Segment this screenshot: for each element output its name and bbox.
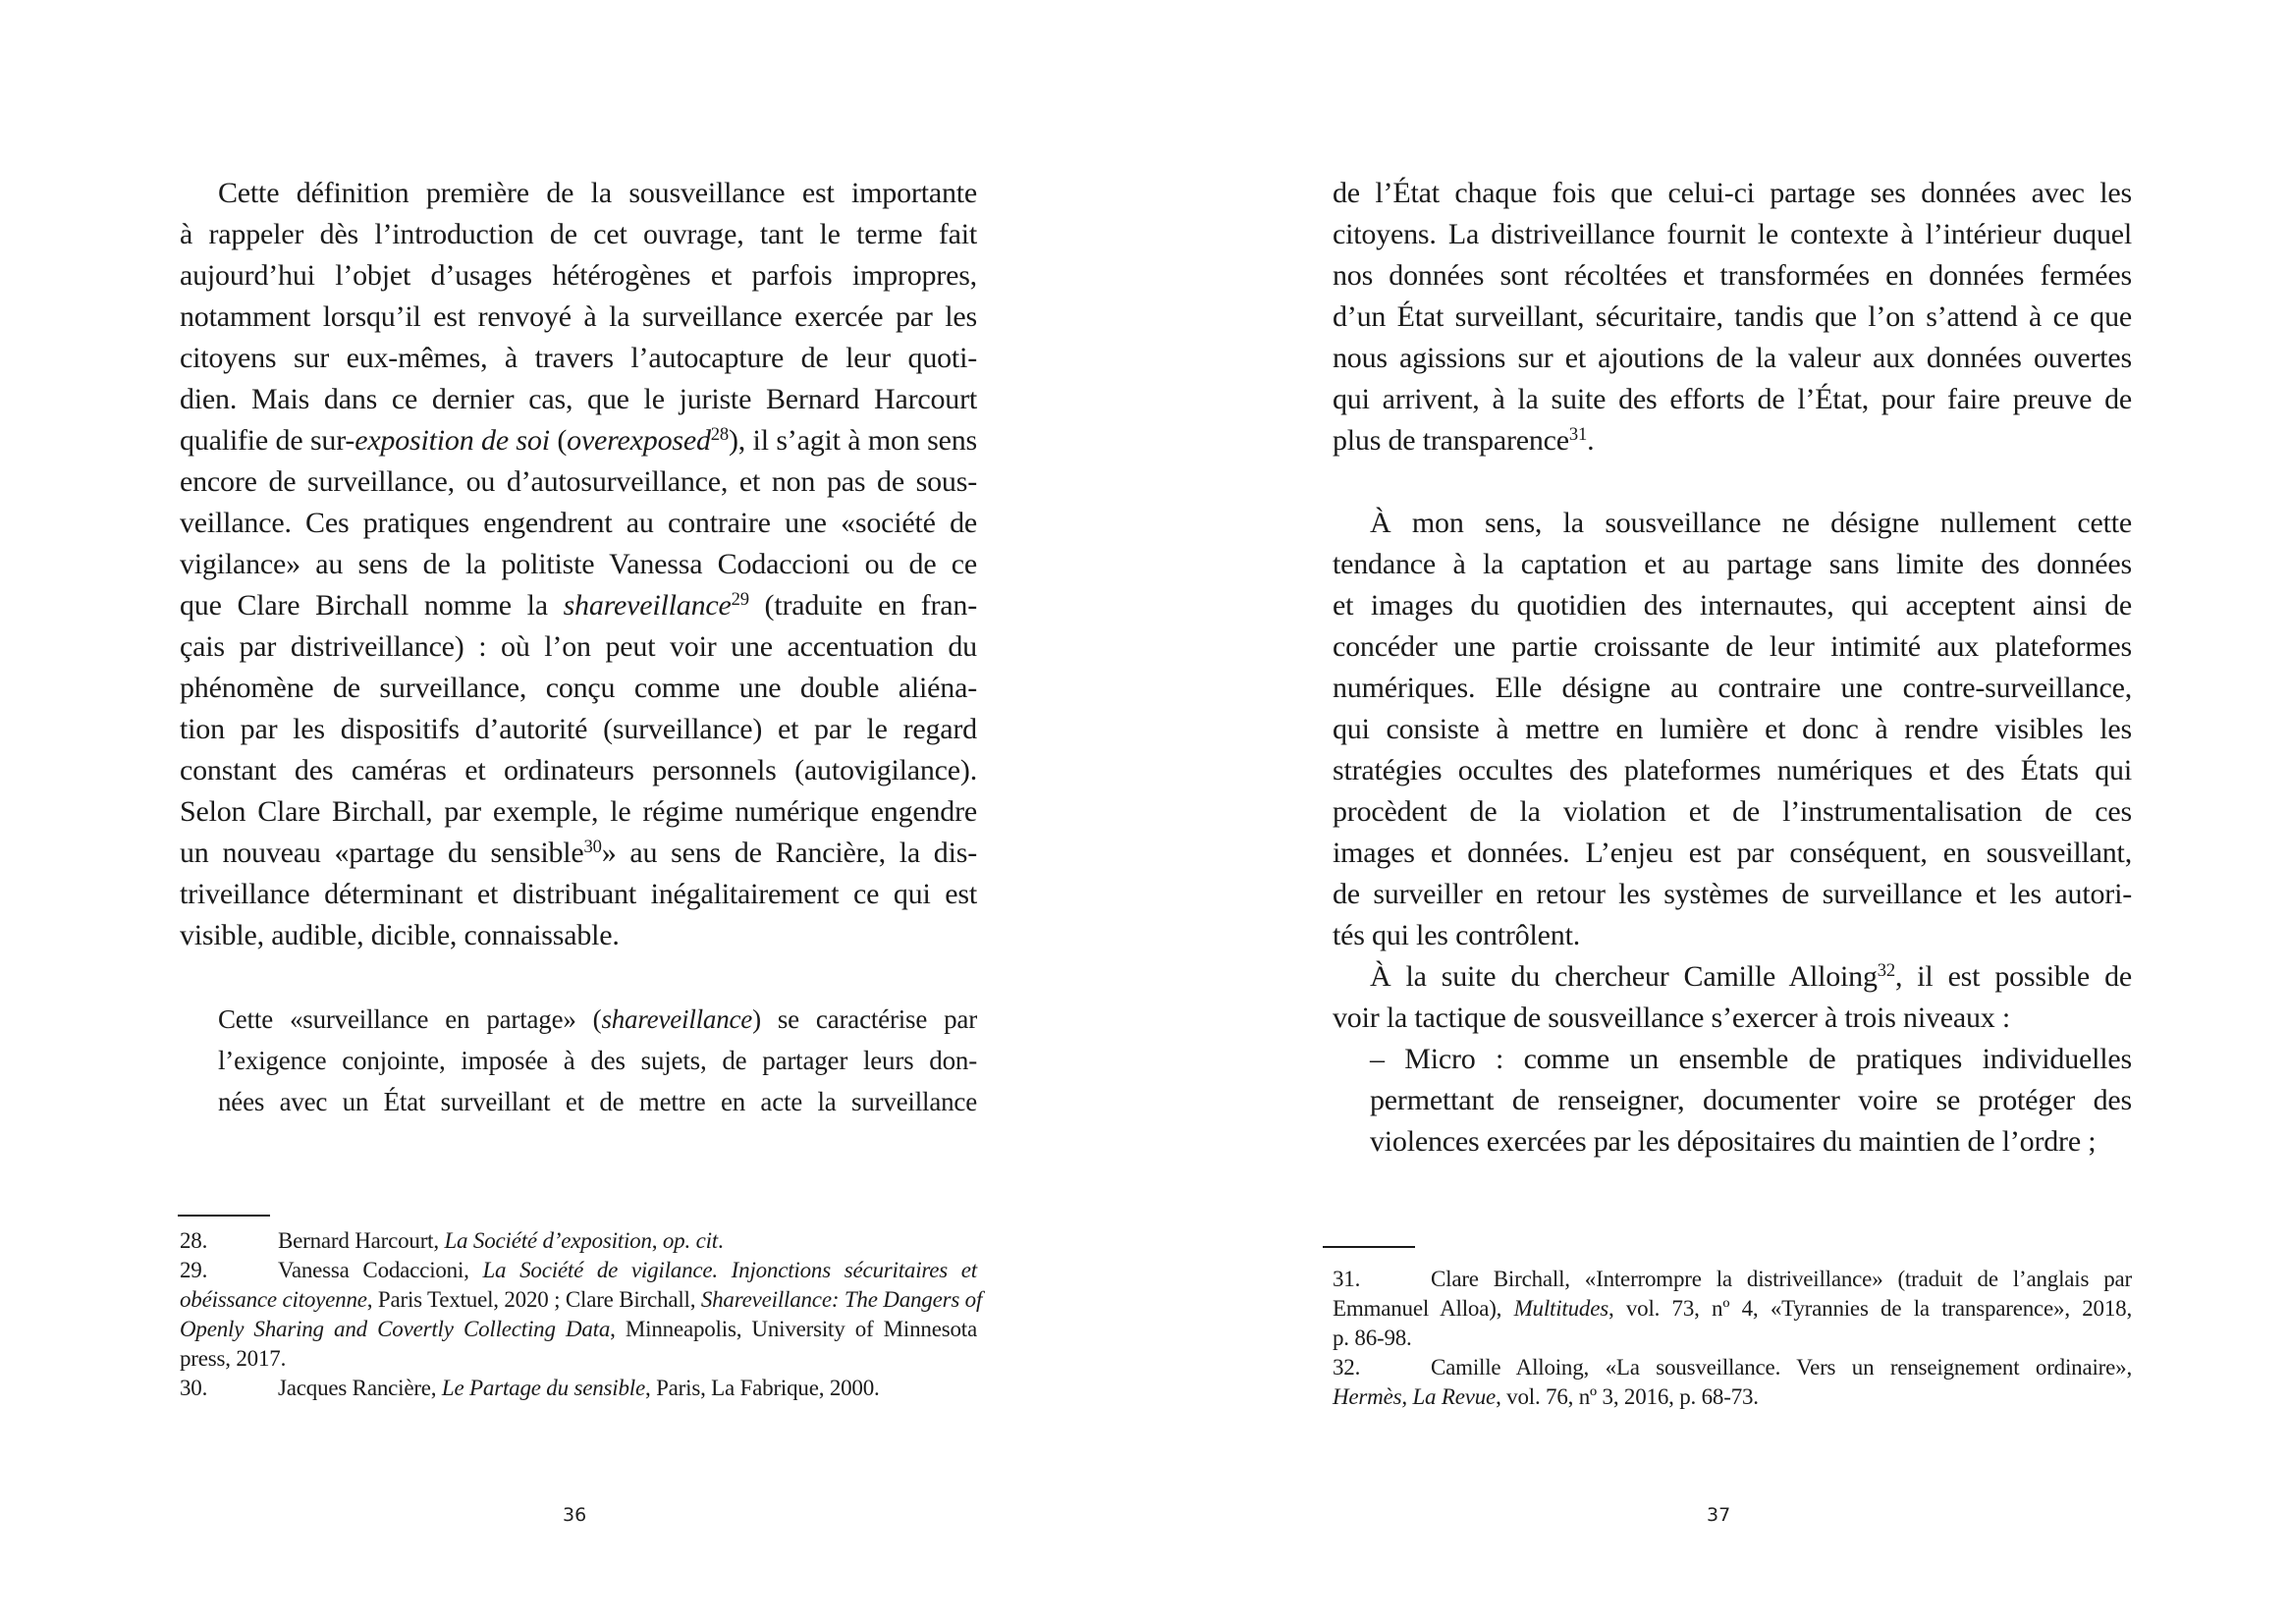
list-line: permettant de renseigner, documenter voire se protéger des (1370, 1084, 2132, 1116)
text-line: encore de surveillance, ou d’autosurveillance, et non pas de sous- (180, 465, 977, 498)
footnote-text: Camille Alloing, «La sousveillance. Vers un renseignement ordinaire», (1431, 1355, 2132, 1380)
footnote-text: Vanessa Codaccioni, La Société de vigilance. Injonctions sécuritaires et (278, 1258, 977, 1282)
footnote-separator (1323, 1246, 1415, 1248)
footnote-continuation: Hermès, La Revue, vol. 76, nº 3, 2016, p. 68-73. (1333, 1384, 1759, 1409)
quote-line: l’exigence conjointe, imposée à des sujets, de partager leurs don- (218, 1046, 977, 1075)
text-line: vigilance» au sens de la politiste Vanessa Codaccioni ou de ce (180, 548, 977, 580)
text-line: tés qui les contrôlent. (1333, 919, 1581, 951)
text-line: et images du quotidien des internautes, qui acceptent ainsi de (1333, 589, 2132, 622)
text-line: stratégies occultes des plateformes numériques et des États qui (1333, 754, 2132, 786)
text-line: qui arrivent, à la suite des efforts de l’État, pour faire preuve de (1333, 383, 2132, 415)
list-line: – Micro : comme un ensemble de pratiques individuelles (1370, 1043, 2132, 1075)
text-line: triveillance déterminant et distribuant inégalitairement ce qui est (180, 878, 977, 910)
text-line: Selon Clare Birchall, par exemple, le régime numérique engendre (180, 795, 977, 828)
text-line: constant des caméras et ordinateurs personnels (autovigilance). (180, 754, 977, 786)
text-line: citoyens. La distriveillance fournit le contexte à l’intérieur duquel (1333, 218, 2132, 250)
text-line: d’un État surveillant, sécuritaire, tandis que l’on s’attend à ce que (1333, 300, 2132, 333)
footnote-text: Clare Birchall, «Interrompre la distriveillance» (traduit de l’anglais par (1431, 1267, 2132, 1291)
footnote-number: 30. (180, 1376, 208, 1400)
text-line: images et données. L’enjeu est par conséquent, en sousveillant, (1333, 837, 2132, 869)
footnote-continuation: Emmanuel Alloa), Multitudes, vol. 73, nº 4, «Tyrannies de la transparence», 2018, (1333, 1296, 2132, 1321)
text-line: plus de transparence$^{31}$. (1333, 423, 1595, 457)
text-line: phénomène de surveillance, conçu comme une double aliéna- (180, 672, 977, 704)
text-line: numériques. Elle désigne au contraire une contre-surveillance, (1333, 672, 2132, 704)
text-line: de l’État chaque fois que celui-ci partage ses données avec les (1333, 177, 2132, 209)
footnote-continuation: press, 2017. (180, 1346, 287, 1371)
text-line: Cette définition première de la sousveillance est importante (218, 177, 977, 209)
text-line: voir la tactique de sousveillance s’exercer à trois niveaux : (1333, 1001, 2011, 1034)
footnote-number: 31. (1333, 1267, 1361, 1291)
text-line: notamment lorsqu’il est renvoyé à la surveillance exercée par les (180, 300, 977, 333)
page-36 (0, 0, 1144, 1624)
text-line: À la suite du chercheur Camille Alloing$^{32}$, il est possible de (1370, 959, 2132, 993)
quote-line: nées avec un État surveillant et de mettre en acte la surveillance (218, 1087, 977, 1116)
footnote-31 (1333, 1265, 2132, 1294)
text-line: visible, audible, dicible, connaissable. (180, 919, 620, 951)
footnote-number: 32. (1333, 1355, 1361, 1380)
footnote-28 (180, 1226, 977, 1256)
text-line: veillance. Ces pratiques engendrent au contraire une «société de (180, 507, 977, 539)
footnote-text: Bernard Harcourt, La Société d’exposition, op. cit. (278, 1228, 724, 1253)
footnote-continuation: p. 86-98. (1333, 1326, 1412, 1350)
text-line: tendance à la captation et au partage sans limite des données (1333, 548, 2132, 580)
footnote-30 (180, 1374, 977, 1403)
footnote-separator (178, 1215, 270, 1217)
footnote-continuation: Openly Sharing and Covertly Collecting Data, Minneapolis, University of Minnesota (180, 1317, 977, 1341)
text-line: de surveiller en retour les systèmes de surveillance et les autori- (1333, 878, 2132, 910)
text-line: dien. Mais dans ce dernier cas, que le juriste Bernard Harcourt (180, 383, 977, 415)
footnote-number: 29. (180, 1258, 208, 1282)
text-line: çais par distriveillance) : où l’on peut voir une accentuation du (180, 630, 977, 663)
text-line: nos données sont récoltées et transformées en données fermées (1333, 259, 2132, 292)
page-number: 36 (563, 1504, 587, 1526)
text-line: citoyens sur eux-mêmes, à travers l’autocapture de leur quoti- (180, 342, 977, 374)
text-line: à rappeler dès l’introduction de cet ouvrage, tant le terme fait (180, 218, 977, 250)
list-line: violences exercées par les dépositaires du maintien de l’ordre ; (1370, 1125, 2097, 1158)
quote-line: Cette «surveillance en partage» (shareveillance) se caractérise par (218, 1004, 977, 1034)
text-line: tion par les dispositifs d’autorité (surveillance) et par le regard (180, 713, 977, 745)
text-line: nous agissions sur et ajoutions de la valeur aux données ouvertes (1333, 342, 2132, 374)
footnote-32 (1333, 1353, 2132, 1382)
text-line: que Clare Birchall nomme la shareveillance$^{29}$ (traduite en fran- (180, 588, 978, 622)
text-line: concéder une partie croissante de leur intimité aux plateformes (1333, 630, 2132, 663)
text-line: aujourd’hui l’objet d’usages hétérogènes et parfois impropres, (180, 259, 977, 292)
footnote-29 (180, 1256, 977, 1285)
text-line: qui consiste à mettre en lumière et donc à rendre visibles les (1333, 713, 2132, 745)
text-line: un nouveau «partage du sensible$^{30}$» au sens de Rancière, la dis- (180, 836, 977, 869)
text-line: procèdent de la violation et de l’instrumentalisation de ces (1333, 795, 2132, 828)
page-37 (1145, 0, 2289, 1624)
page-number: 37 (1707, 1504, 1731, 1526)
footnote-text: Jacques Rancière, Le Partage du sensible, Paris, La Fabrique, 2000. (278, 1376, 880, 1400)
text-line: qualifie de sur-exposition de soi (overexposed$^{28}$), il s’agit à mon sens (180, 423, 977, 457)
footnote-continuation: obéissance citoyenne, Paris Textuel, 2020 ; Clare Birchall, Shareveillance: The Dangers of (180, 1287, 983, 1312)
text-line: À mon sens, la sousveillance ne désigne nullement cette (1370, 507, 2132, 539)
footnote-number: 28. (180, 1228, 208, 1253)
